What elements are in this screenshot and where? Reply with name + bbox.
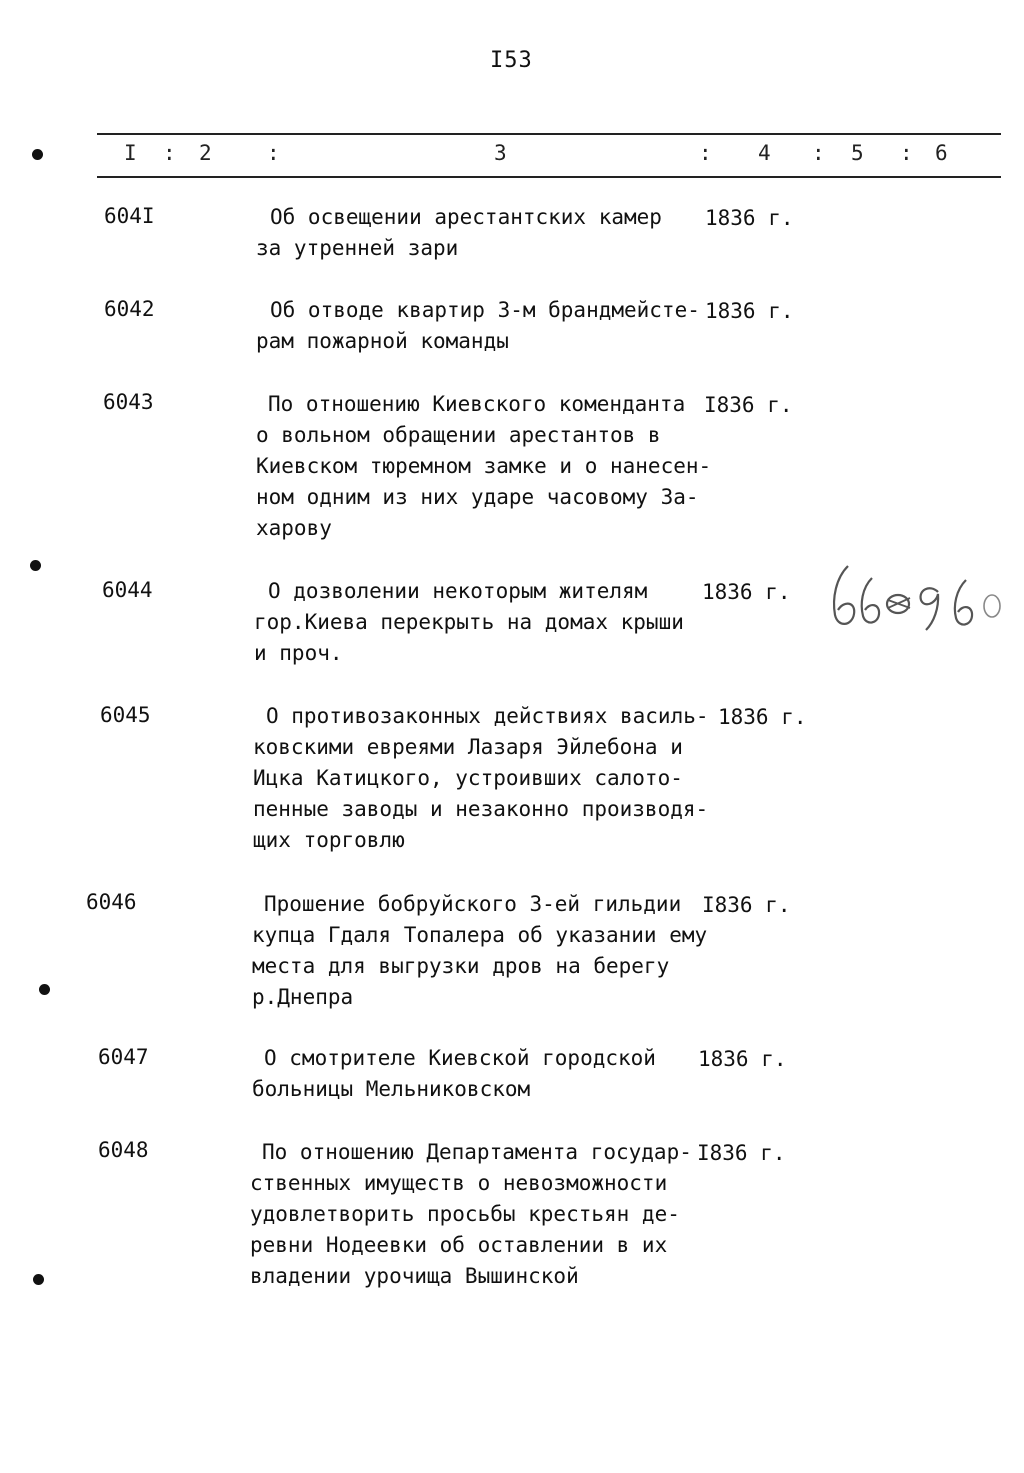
header-rule-top <box>97 133 1001 135</box>
entry-title-line: купца Гдаля Топалера об указании ему <box>252 923 708 947</box>
entry-number: 6045 <box>100 703 151 727</box>
entry-title-line: р.Днепра <box>252 985 354 1009</box>
column-header-4: 4 <box>758 141 771 165</box>
punch-hole <box>32 149 43 160</box>
entry-year: 1836 г. <box>702 580 791 604</box>
column-separator: : <box>900 141 913 165</box>
column-header-6: 6 <box>935 141 948 165</box>
column-separator: : <box>699 141 712 165</box>
entry-title-line: ревни Нодеевки об оставлении в их <box>250 1233 668 1257</box>
entry-number: 6046 <box>86 890 137 914</box>
entry-year: 1836 г. <box>718 705 807 729</box>
entry-year: I836 г. <box>697 1141 786 1165</box>
entry-title-line: О противозаконных действиях василь- <box>266 704 709 728</box>
entry-year: I836 г. <box>704 393 793 417</box>
entry-title-line: за утренней зари <box>256 236 459 260</box>
entry-title-line: О смотрителе Киевской городской <box>264 1046 656 1070</box>
entry-title-line: О дозволении некоторым жителям <box>268 579 648 603</box>
entry-number: 6043 <box>103 390 154 414</box>
entry-title-line: рам пожарной команды <box>256 329 509 353</box>
entry-year: I836 г. <box>702 893 791 917</box>
column-separator: : <box>812 141 825 165</box>
entry-year: 1836 г. <box>705 299 794 323</box>
entry-number: 604I <box>104 204 155 228</box>
column-header-3: 3 <box>494 141 507 165</box>
column-header-2: 2 <box>199 141 212 165</box>
entry-title-line: ковскими евреями Лазаря Эйлебона и <box>253 735 683 759</box>
entry-title-line: о вольном обращении арестантов в <box>256 423 661 447</box>
entry-title-line: гор.Киева перекрыть на домах крыши <box>254 610 684 634</box>
entry-title-line: Об освещении арестантских камер <box>270 205 662 229</box>
header-rule-bottom <box>97 176 1001 178</box>
entry-title-line: харову <box>256 516 332 540</box>
entry-title-line: ном одним из них ударе часовому За- <box>256 485 699 509</box>
entry-title-line: и проч. <box>254 641 343 665</box>
entry-title-line: Ицка Катицкого, устроивших салото- <box>253 766 683 790</box>
entry-title-line: Прошение бобруйского 3-ей гильдии <box>264 892 682 916</box>
punch-hole <box>30 560 41 571</box>
entry-number: 6048 <box>98 1138 149 1162</box>
punch-hole <box>33 1274 44 1285</box>
entry-title-line: пенные заводы и незаконно производя- <box>253 797 709 821</box>
entry-number: 6047 <box>98 1045 149 1069</box>
entry-title-line: ственных имуществ о невозможности <box>250 1171 668 1195</box>
entry-title-line: удовлетворить просьбы крестьян де- <box>250 1202 680 1226</box>
entry-title-line: Об отводе квартир 3-м брандмейсте- <box>270 298 700 322</box>
entry-year: 1836 г. <box>705 206 794 230</box>
entry-year: 1836 г. <box>698 1047 787 1071</box>
handwritten-annotation <box>826 560 1006 640</box>
entry-title-line: По отношению Департамента государ- <box>262 1140 692 1164</box>
column-separator: : <box>267 141 280 165</box>
column-separator: : <box>163 141 176 165</box>
page-number: I53 <box>490 48 533 73</box>
entry-number: 6044 <box>102 578 153 602</box>
punch-hole <box>39 984 50 995</box>
handwritten-annotation-text <box>826 640 827 641</box>
entry-title-line: щих торговлю <box>253 828 405 852</box>
entry-title-line: владении урочища Вышинской <box>250 1264 579 1288</box>
entry-title-line: места для выгрузки дров на берегу <box>252 954 670 978</box>
entry-title-line: Киевском тюремном замке и о нанесен- <box>256 454 712 478</box>
entry-title-line: больницы Мельниковском <box>252 1077 531 1101</box>
entry-title-line: По отношению Киевского коменданта <box>268 392 686 416</box>
column-header-5: 5 <box>851 141 864 165</box>
column-header-1: I <box>124 141 137 165</box>
entry-number: 6042 <box>104 297 155 321</box>
